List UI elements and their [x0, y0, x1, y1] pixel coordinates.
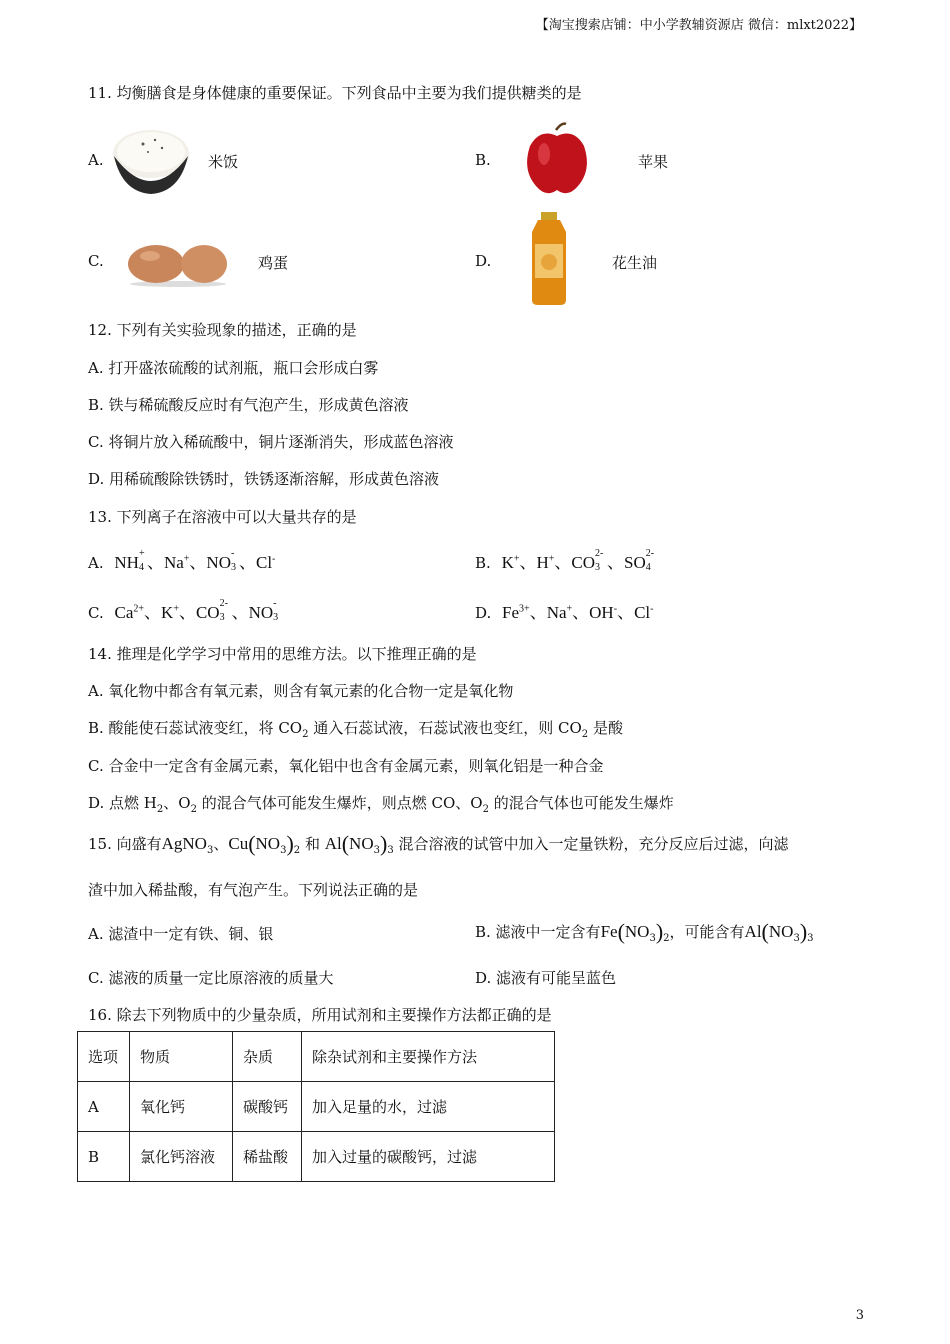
q13-option-b[interactable] — [475, 548, 658, 573]
q11-option-d-text: 花生油 — [612, 254, 658, 272]
table-header-cell: 选项 — [78, 1032, 130, 1082]
q13-a-letter: A. — [88, 554, 104, 572]
q11-option-c-letter[interactable]: C. — [88, 252, 104, 270]
table-cell: B — [78, 1132, 130, 1182]
table-cell: 稀盐酸 — [233, 1132, 302, 1182]
q14-option-a[interactable]: A. 氧化物中都含有氧元素，则含有氧元素的化合物一定是氧化物 — [88, 682, 514, 700]
q15-option-d[interactable]: D. 滤液有可能呈蓝色 — [475, 969, 617, 987]
q13-d-letter: D. — [475, 604, 492, 622]
q12-option-c[interactable]: C. 将铜片放入稀硫酸中，铜片逐渐消失，形成蓝色溶液 — [88, 433, 454, 451]
table-row — [78, 1082, 555, 1132]
table-header-cell: 除杂试剂和主要操作方法 — [302, 1032, 555, 1082]
table-cell: 碳酸钙 — [233, 1082, 302, 1132]
q11-option-a-letter[interactable]: A. — [88, 151, 104, 169]
peanut-oil-image — [526, 212, 572, 306]
q11-option-b-text: 苹果 — [638, 153, 669, 171]
q15-stem-line1: 15. 向盛有AgNO$_3$、$Cu(NO_3)_2$ 和 $Al(NO_3)_3$ 混合溶液的试管中加入一定量铁粉，充分反应后过滤，向滤 — [88, 831, 789, 856]
q11-option-d-letter[interactable]: D. — [475, 252, 492, 270]
q12-stem: 12. 下列有关实验现象的描述，正确的是 — [88, 321, 357, 339]
q13-b-ions: K+、H+、CO 2- 3 、SO 2- 4 — [501, 548, 655, 573]
rice-bowl-image — [110, 122, 192, 196]
table-cell: 加入过量的碳酸钙，过滤 — [302, 1132, 555, 1182]
q14-option-b[interactable]: B. 酸能使石蕊试液变红，将 $CO_2$ 通入石蕊试液，石蕊试液也变红，则 $CO_2$ 是酸 — [88, 719, 623, 740]
q13-option-d[interactable] — [475, 598, 653, 623]
table-cell: A — [78, 1082, 130, 1132]
q11-option-a-text: 米饭 — [208, 153, 239, 171]
q13-option-a[interactable] — [88, 548, 275, 573]
q14-option-d[interactable]: D. 点燃 $H_2$、$O_2$ 的混合气体可能发生爆炸，则点燃 CO、$O_2$ 的混合气体也可能发生爆炸 — [88, 794, 674, 815]
q15-stem-line2: 渣中加入稀盐酸，有气泡产生。下列说法正确的是 — [88, 881, 419, 899]
q13-b-letter: B. — [475, 554, 491, 572]
table-cell: 氯化钙溶液 — [130, 1132, 233, 1182]
apple-image — [522, 122, 592, 196]
q15-option-b[interactable]: B. 滤液中一定含有$Fe(NO_3)_2$，可能含有$Al(NO_3)_3$ — [475, 919, 814, 944]
table-header-cell: 物质 — [130, 1032, 233, 1082]
q13-option-c[interactable] — [88, 598, 281, 623]
table-cell: 加入足量的水，过滤 — [302, 1082, 555, 1132]
q13-stem: 13. 下列离子在溶液中可以大量共存的是 — [88, 508, 357, 526]
q15-option-c[interactable]: C. 滤液的质量一定比原溶液的质量大 — [88, 969, 334, 987]
q13-c-letter: C. — [88, 604, 104, 622]
q13-d-ions: $Fe^{3+}$、Na+、OH-、Cl- — [502, 603, 654, 622]
page-header: 【淘宝搜索店铺：中小学教辅资源店 微信：mlxt2022】 — [535, 18, 862, 33]
q15-option-a[interactable]: A. 滤渣中一定有铁、铜、银 — [88, 925, 274, 943]
q14-option-c[interactable]: C. 合金中一定含有金属元素，氧化铝中也含有金属元素，则氧化铝是一种合金 — [88, 757, 604, 775]
q12-option-b[interactable]: B. 铁与稀硫酸反应时有气泡产生，形成黄色溶液 — [88, 396, 409, 414]
page-number: 3 — [855, 1308, 864, 1323]
q11-option-b-letter[interactable]: B. — [475, 151, 491, 169]
q13-a-ions: NH + 4 、Na+、NO - 3 、Cl- — [114, 548, 276, 573]
eggs-image — [126, 240, 230, 288]
table-row — [78, 1132, 555, 1182]
table-cell: 氧化钙 — [130, 1082, 233, 1132]
q16-table — [77, 1031, 555, 1182]
q12-option-a[interactable]: A. 打开盛浓硫酸的试剂瓶，瓶口会形成白雾 — [88, 359, 379, 377]
table-header-row — [78, 1032, 555, 1082]
q16-stem: 16. 除去下列物质中的少量杂质，所用试剂和主要操作方法都正确的是 — [88, 1006, 552, 1024]
q13-c-ions: $Ca^{2+}$、K+、CO 2- 3 、NO - 3 — [114, 598, 279, 623]
table-header-cell: 杂质 — [233, 1032, 302, 1082]
q11-option-c-text: 鸡蛋 — [258, 254, 289, 272]
q14-stem: 14. 推理是化学学习中常用的思维方法。以下推理正确的是 — [88, 645, 477, 663]
q12-option-d[interactable]: D. 用稀硫酸除铁锈时，铁锈逐渐溶解，形成黄色溶液 — [88, 470, 440, 488]
q11-stem: 11. 均衡膳食是身体健康的重要保证。下列食品中主要为我们提供糖类的是 — [88, 84, 582, 102]
